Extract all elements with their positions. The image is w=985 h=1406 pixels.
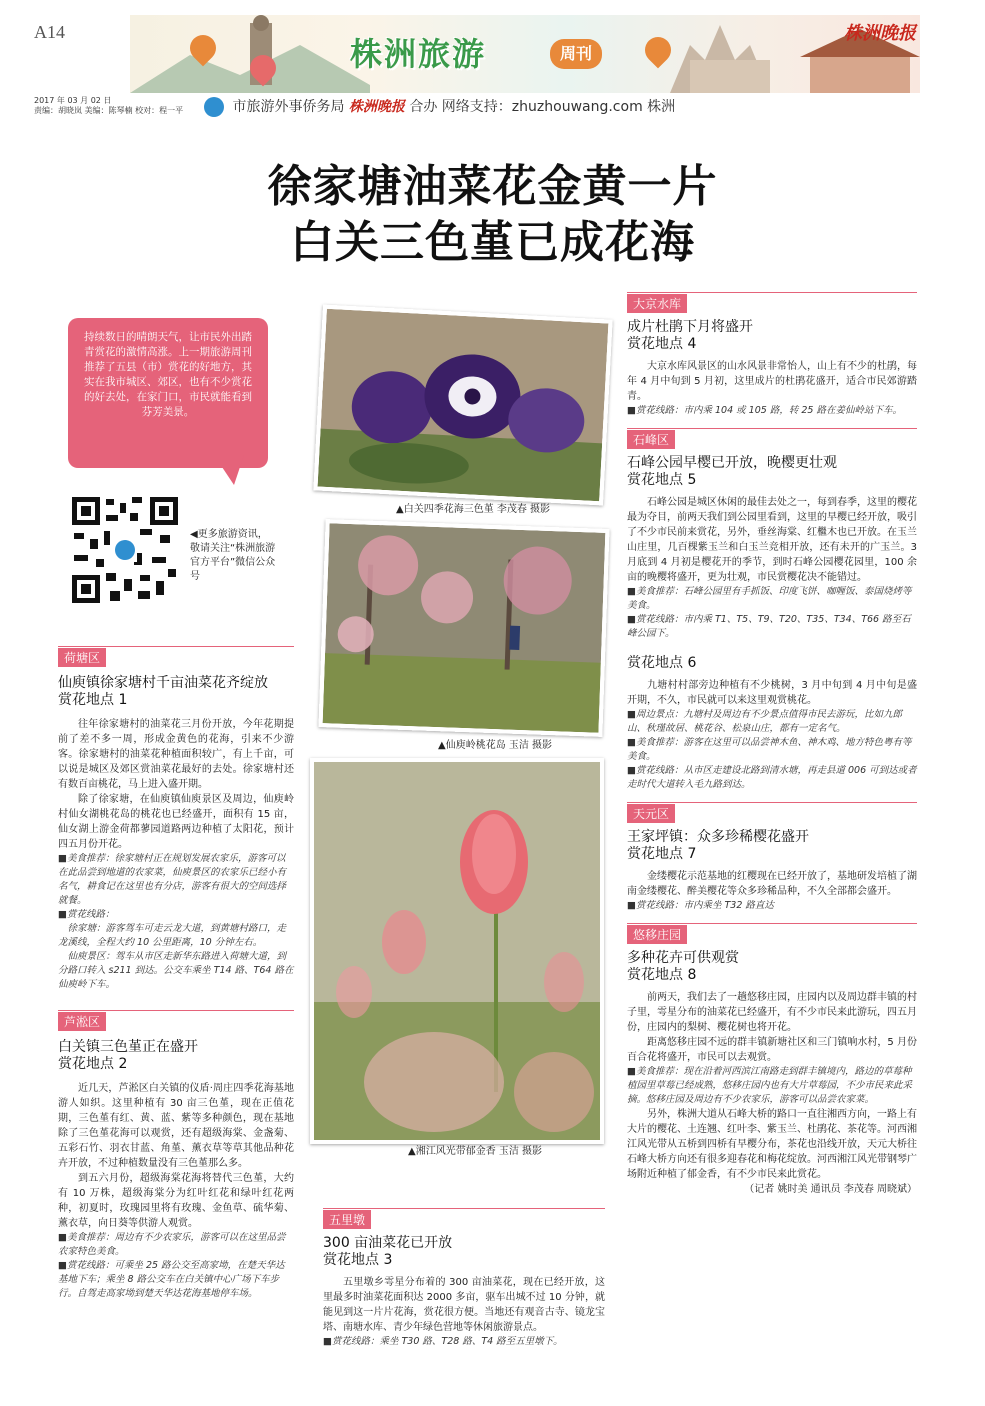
headline-line-2: 白关三色堇已成花海	[290, 217, 695, 268]
headline-line-1: 徐家塘油菜花金黄一片	[267, 161, 718, 212]
spot8-extra	[627, 1107, 917, 1182]
spot2-body	[58, 1081, 294, 1231]
district-tag-hetang: 荷塘区	[58, 648, 106, 667]
spot2-route: ■赏花线路：可乘坐 25 路公交至高家坳，在楚天华达基地下车；乘坐 8 路公交车在白关镇中心广场下车步行。自驾走高家坳到楚天华达花海基地停车场。	[58, 1260, 285, 1299]
spot6-para: 九塘村村部旁边种植有不少桃树，3 月中旬到 4 月中旬是盛开期，不久，市民就可以来这里观赏桃花。	[627, 680, 917, 706]
spot4-title: 成片杜鹃下月将盛开	[627, 319, 753, 335]
reporter-credit: （记者 姚时美 通讯员 李茂春 周晓斌）	[744, 1184, 917, 1195]
tulip-photo	[310, 758, 604, 1144]
section-banner	[130, 15, 920, 93]
spot8-para-1: 前两天，我们去了一趟悠移庄园，庄园内以及周边群丰镇的村子里，雩星分布的油菜花已经盛开，有不少市民来此游玩，四五月份，庄园内的梨树、樱花树也将开花。	[627, 992, 917, 1033]
spot1-route-label: ■赏花线路：	[58, 909, 115, 920]
spot8-para-2: 距离悠移庄园不远的群丰镇新塘社区和三门镇响水村，5 月份百合花将盛开，市民可以去观赏。	[627, 1037, 917, 1063]
section-title: 株洲旅游	[350, 35, 487, 73]
spot1-title: 仙庾镇徐家塘村千亩油菜花齐绽放	[58, 675, 268, 691]
district-tag-tianyuan: 天元区	[627, 804, 675, 823]
spot6-number: 赏花地点 6	[627, 655, 697, 671]
pansy-image	[318, 309, 609, 502]
sponsor-bureau: 市旅游外事侨务局	[232, 99, 345, 115]
editor-credits: 责编：胡晓岚 美编：陈琴楠 校对：程一平	[34, 106, 184, 115]
spot4-number: 赏花地点 4	[627, 336, 697, 352]
date-line	[34, 96, 183, 116]
paper-logo: 株洲晚报	[844, 23, 916, 44]
spot8-number: 赏花地点 8	[627, 967, 697, 983]
pansy-photo	[313, 305, 612, 506]
spot1-food: ■美食推荐：徐家塘村正在规划发展农家乐，游客可以在此品尝到地道的农家菜，仙庾景区的农家乐已经小有名气，耕食记在这里也有分店，游客有很大的空间选择就餐。	[58, 853, 287, 906]
spot2-notes	[58, 1231, 294, 1301]
spot8-title: 多种花卉可供观赏	[627, 950, 739, 966]
spot8-food: ■美食推荐：现在沿着河西滨江南路走到群丰镇境内，路边的草莓种植园里草莓已经成熟，悠移庄园内也有大片草莓园，不少市民来此采摘。悠移庄园及周边有不少农家乐，游客可以品尝农家菜。	[627, 1066, 913, 1105]
spot5-number: 赏花地点 5	[627, 472, 697, 488]
spot6-body	[627, 678, 917, 708]
spot5-para: 石峰公园是城区休闲的最佳去处之一，每到春季，这里的樱花最为夺目，前两天我们到公园里看到，这里的早樱已经开放，吸引了不少市民前来赏花，另外，垂丝海棠、红檵木也已开放。在玉兰山庄里，几百棵紫玉兰和白玉兰竞相开放，还有未开的广玉兰。3 月底到 4 月初是樱花开的季节，到时石峰公园樱花园里，100 余亩的晚樱将盛开，更为壮观，市民赏樱花决不能错过。	[627, 497, 917, 583]
spot2-para-1: 近几天，芦淞区白关镇的仪盾·周庄四季花海基地游人如织。这里种植有 30 亩三色堇，现在正值花期，三色堇有红、黄、蓝、紫等多种颜色，现在基地除了三色堇花海可以观赏，还有超级海棠、金盏菊、五彩石竹、羽衣甘蓝、角堇、薰衣草等草其他品种花卉开放，不过种植数量没有三色堇那么多。	[58, 1083, 294, 1169]
spot3-route: ■赏花线路：乘坐 T30 路、T28 路、T4 路至五里墩下。	[323, 1336, 563, 1347]
spot5-body	[627, 495, 917, 585]
spot8-para-3: 另外，株洲大道从石峰大桥的路口一直往湘西方向，一路上有大片的樱花、土连翘、红叶李、紫玉兰、杜鹃花、茶花等。河西湘江风光带从五桥到四桥有早樱分布，茶花也沿线开放，天元大桥往石峰大桥方向还有很多迎春花和梅花绽放。河西湘江风光带钢琴广场附近种植了郁金香，有不少市民来此赏花。	[627, 1109, 917, 1180]
spot7-route: ■赏花线路：市内乘坐 T32 路直达	[627, 900, 774, 911]
spot2-para-2: 到五六月份，超级海棠花海将替代三色堇，大约有 10 万株，超级海棠分为红叶红花和绿叶红花两种，初夏时，玫瑰园里将有玫瑰、金鱼草、硫华菊、薰衣草，向日葵等供游人观赏。	[58, 1173, 294, 1229]
sponsor-support: 合办 网络支持：zhuzhouwang.com 株洲	[409, 99, 676, 115]
sponsor-paper: 株洲晚报	[348, 99, 405, 115]
mid-column	[323, 1208, 605, 1349]
peach-blossom-image	[323, 523, 606, 733]
wechat-qr-code[interactable]	[70, 495, 180, 605]
district-tag-dajing: 大京水库	[627, 294, 687, 313]
qr-caption: ◀更多旅游资讯，敬请关注“株洲旅游官方平台”微信公众号	[190, 529, 276, 582]
district-tag-lusong: 芦淞区	[58, 1012, 106, 1031]
spot1-number: 赏花地点 1	[58, 692, 128, 708]
spot1-route-b: 仙庾景区：驾车从市区走新华东路进入荷塘大道，到分路口转入 s211 到达。公交车乘坐 T14 路、T64 路在仙庾岭下车。	[58, 951, 294, 990]
spot7-title: 王家坪镇：众多珍稀樱花盛开	[627, 829, 809, 845]
left-column	[58, 646, 294, 1301]
spot5-title: 石峰公园早樱已开放，晚樱更壮观	[627, 455, 837, 471]
caption-peach: ▲仙庾岭桃花岛 玉洁 摄影	[438, 740, 553, 751]
spot5-food: ■美食推荐：石峰公园里有手抓饭、印度飞饼、咖喱饭、泰国烧烤等美食。	[627, 586, 912, 611]
spot3-number: 赏花地点 3	[323, 1252, 393, 1268]
spot2-food: ■美食推荐：周边有不少农家乐，游客可以在这里品尝农家特色美食。	[58, 1232, 286, 1257]
spot7-number: 赏花地点 7	[627, 846, 697, 862]
spot4-body	[627, 359, 917, 404]
caption-tulip: ▲湘江风光带郁金香 玉洁 摄影	[408, 1146, 543, 1157]
spot3-title: 300 亩油菜花已开放	[323, 1235, 453, 1251]
spot4-para: 大京水库风景区的山水风景非常怡人，山上有不少的杜鹃，每年 4 月中旬到 5 月初，这里成片的杜鹃花盛开，适合市民郊游踏青。	[627, 361, 917, 402]
spot2-number: 赏花地点 2	[58, 1056, 128, 1072]
spot2-title: 白关镇三色堇正在盛开	[58, 1039, 198, 1055]
spot6-notes	[627, 708, 917, 792]
issue-date: 2017 年 03 月 02 日	[34, 96, 112, 105]
page-number: A14	[34, 22, 65, 42]
spot1-para-1: 往年徐家塘村的油菜花三月份开放，今年花期提前了差不多一周，形成金黄色的花海，引来不少游客。徐家塘村的油菜花种植面积较广，有上千亩，可以说是城区及郊区赏油菜花最好的去处。徐家塘村还有数百亩桃花，马上进入盛开期。	[58, 719, 294, 790]
spot3-body	[323, 1275, 605, 1335]
spot6-sights: ■周边景点：九塘村及周边有不少景点值得市民去游玩，比如九郎山、秋瑾故居、桃花谷、松泉山庄，都有一定名气。	[627, 709, 902, 734]
qr-code-image	[70, 495, 180, 605]
sponsor-line	[204, 96, 675, 117]
spot6-route: ■赏花线路：从市区走建设北路到清水塘，再走县道 006 可到达或者走时代大道转入毛九路到达。	[627, 765, 917, 790]
district-tag-youyi-manor: 悠移庄园	[627, 925, 687, 944]
spot5-notes	[627, 585, 917, 641]
tulip-image	[314, 762, 600, 1140]
spot1-notes	[58, 852, 294, 992]
spot6-food: ■美食推荐：游客在这里可以品尝神木鱼、神木鸡、地方特色粤有等美食。	[627, 737, 912, 762]
spot1-route-a: 徐家塘：游客驾车可走云龙大道，到黄塘村路口，走龙溪线，全程大约 10 公里距离，10 分钟左右。	[58, 923, 287, 948]
right-column	[627, 292, 917, 1197]
spot8-body	[627, 990, 917, 1065]
bubble-tail	[214, 455, 244, 485]
spot3-para: 五里墩乡雩星分布着的 300 亩油菜花，现在已经开放，这里最多时油菜花面积达 2000 多亩，驱车出城不过 10 分钟，就能见到这一片片花海，赏花很方便。当地还有观音古寺、镜龙宝塔、南塘水库、青少年绿色营地等休闲旅游景点。	[323, 1277, 605, 1333]
district-tag-wulidun: 五里墩	[323, 1210, 371, 1229]
district-tag-shifeng: 石峰区	[627, 430, 675, 449]
bureau-logo-icon	[204, 97, 224, 117]
spot7-body	[627, 869, 917, 899]
peach-blossom-photo	[318, 519, 609, 737]
intro-bubble: 持续数日的晴朗天气，让市民外出踏青赏花的激情高涨。上一期旅游周刊推荐了五县（市）赏花的好地方，其实在我市城区、郊区，也有不少赏花的好去处，在家门口，市民就能看到芬芳美景。	[68, 318, 268, 468]
spot4-route: ■赏花线路：市内乘 104 或 105 路，转 25 路在姜仙岭站下车。	[627, 405, 902, 416]
spot1-body	[58, 717, 294, 852]
spot5-route: ■赏花线路：市内乘 T1、T5、T9、T20、T35、T34、T66 路至石峰公园下。	[627, 614, 911, 639]
caption-pansy: ▲白关四季花海三色堇 李茂春 摄影	[396, 504, 551, 515]
weekly-badge: 周刊	[550, 39, 602, 69]
spot1-para-2: 除了徐家塘，在仙庾镇仙庾景区及周边，仙庾岭村仙女湖桃花岛的桃花也已经盛开，面积有 15 亩，仙女湖上游金荷都蓼园道路两边种植了太阳花，预计四五月份开花。	[58, 794, 294, 850]
spot7-para: 金缕樱花示范基地的红樱现在已经开放了，基地研发培植了湖南金缕樱花、醉美樱花等众多珍稀品种，不久全部都会盛开。	[627, 871, 917, 897]
banner-scenery	[130, 15, 920, 93]
